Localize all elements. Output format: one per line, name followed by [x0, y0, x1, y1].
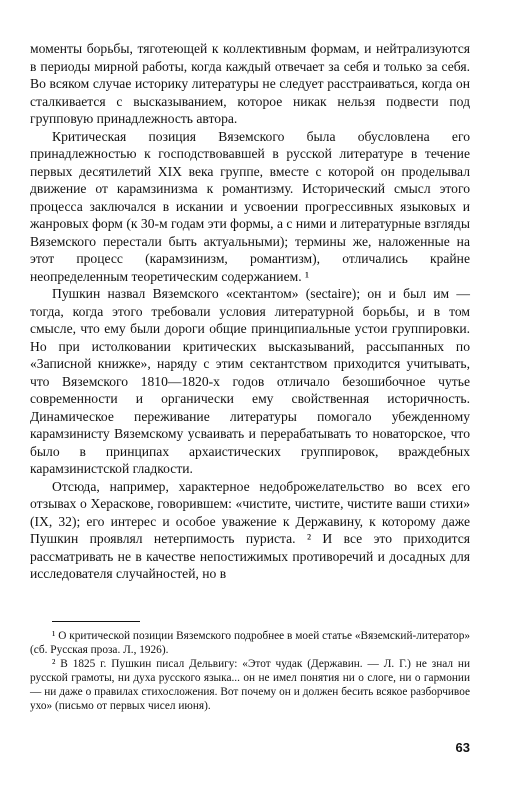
paragraph-4: Отсюда, например, характерное недоброжелательство во всех его отзывах о Хераскове, говорившем: «чистите, чистите, чистите ваши стихи» (IX, 32); его интерес и особое уважение к Державину, к которому даже Пушкин проявлял нетерпимость пуриста. ² И все это приходится рассматривать не в качестве непостижимых противоречий и досадных для исследователя случайностей, но в: [30, 478, 470, 581]
page-number: 63: [455, 740, 470, 755]
footnote-rule: [52, 621, 140, 622]
footnote-2: ² В 1825 г. Пушкин писал Дельвигу: «Этот чудак (Державин. — Л. Г.) не знал ни русской грамоты, ни духа русского языка... он не имел понятия ни о слоге, ни о гармонии — ни даже о правилах стихосложения. Вот почему он и должен бесить всякое разборчивое ухо» (письмо от первых чисел июня).: [30, 658, 470, 712]
footnotes: [30, 621, 470, 713]
footnote-1: ¹ О критической позиции Вяземского подробнее в моей статье «Вяземский-литератор» (сб. Русская проза. Л., 1926).: [30, 630, 470, 656]
paragraph-2: Критическая позиция Вяземского была обусловлена его принадлежностью к господствовавшей в русской литературе в течение первых десятилетий XIX века группе, вместе с которой он проделывал движение от карамзинизма к романтизму. Исторический смысл этого процесса заключался в искании и усвоении прогрессивных языковых и жанровых форм (к 30-м годам эти формы, а с ними и литературные взгляды Вяземского перестали быть актуальными); термины же, наложенные на этот процесс (карамзинизм, романтизм), отличались крайне неопределенным теоретическим содержанием. ¹: [30, 128, 470, 284]
paragraph-1: моменты борьбы, тяготеющей к коллективным формам, и нейтрализуются в периоды мирной работы, когда каждый отвечает за себя и только за себя. Во всяком случае историку литературы не следует расстраиваться, когда он сталкивается с высказыванием, которое никак нельзя подвести под групповую принадлежность автора.: [30, 41, 470, 126]
page-body: [30, 40, 470, 583]
main-text: [30, 40, 470, 583]
paragraph-3: Пушкин назвал Вяземского «сектантом» (sectaire); он и был им — тогда, когда этого требовали условия литературной борьбы, и в том смысле, что ему были дороги общие принципиальные устои группировки. Но при истолковании критических высказываний, рассыпанных по «Записной книжке», наряду с этим сектантством приходится учитывать, что Вяземского 1810—1820-х годов отличало безошибочное чутье современности и органически ему свойственная историчность. Динамическое переживание литературы помогало убежденному карамзинисту Вяземскому усваивать и перерабатывать то новаторское, что было в принципах архаистических группировок, враждебных карамзинистской гладкости.: [30, 286, 470, 476]
